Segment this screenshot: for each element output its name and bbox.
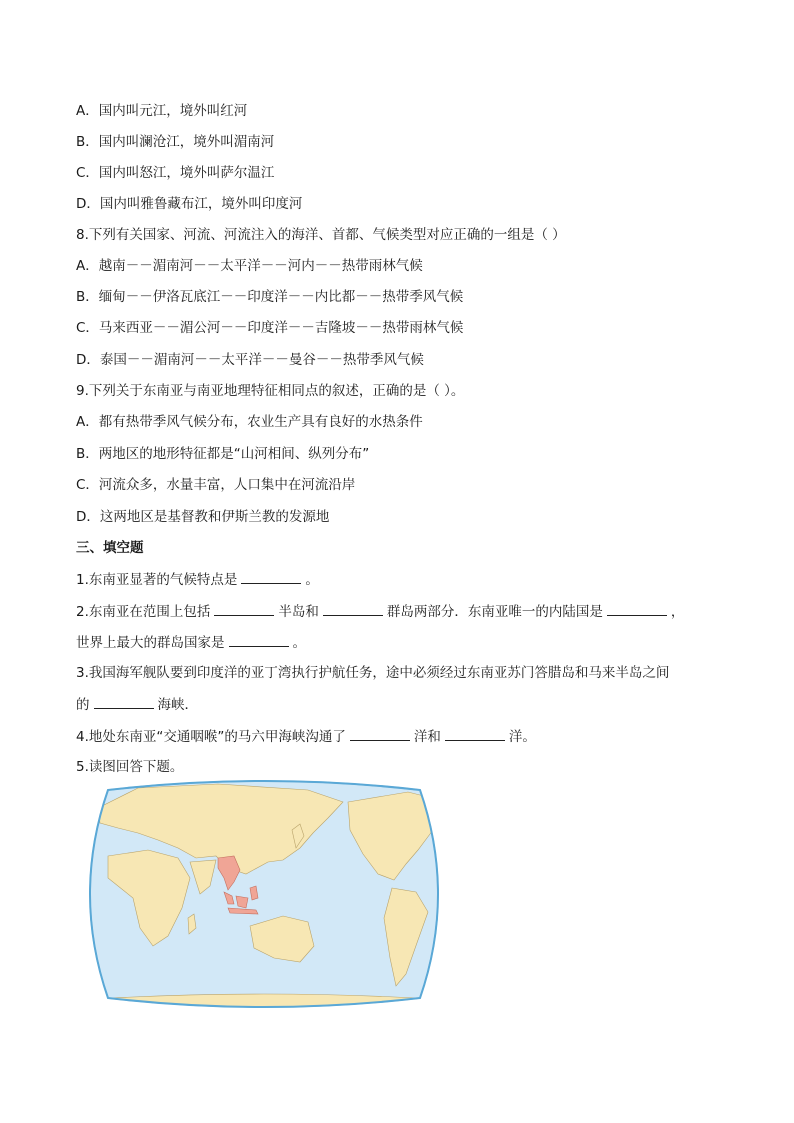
fill-q1-end: 。 [305, 572, 319, 588]
world-map [78, 778, 450, 1010]
q8-option-b: B．缅甸－－伊洛瓦底江－－印度洋－－内比都－－热带季风气候 [76, 289, 464, 305]
answer-blank[interactable] [445, 726, 505, 741]
fill-q4 [76, 726, 536, 747]
answer-blank[interactable] [607, 601, 667, 616]
fill-q2b-text: 世界上最大的群岛国家是 [76, 635, 225, 651]
fill-q2-cont [76, 632, 306, 653]
q8-option-d: D．泰国－－湄南河－－太平洋－－曼谷－－热带季风气候 [76, 352, 424, 368]
q8-option-c: C．马来西亚－－湄公河－－印度洋－－吉隆坡－－热带雨林气候 [76, 320, 464, 336]
answer-blank[interactable] [229, 632, 289, 647]
fill-q2-text-d: ， [670, 604, 685, 620]
fill-q3b-text: 的 [76, 697, 90, 713]
answer-blank[interactable] [323, 601, 383, 616]
fill-q1 [76, 569, 319, 590]
fill-q2-text-b: 半岛和 [278, 604, 319, 620]
answer-blank[interactable] [94, 694, 154, 709]
fill-q4-text-a: 4.地处东南亚“交通咽喉”的马六甲海峡沟通了 [76, 729, 346, 745]
q9-option-d: D．这两地区是基督教和伊斯兰教的发源地 [76, 509, 330, 525]
q8-option-a: A．越南－－湄南河－－太平洋－－河内－－热带雨林气候 [76, 258, 423, 274]
fill-q5: 5.读图回答下题。 [76, 759, 184, 775]
fill-q2-text-a: 2.东南亚在范围上包括 [76, 604, 211, 620]
q7-option-c: C．国内叫怒江，境外叫萨尔温江 [76, 165, 275, 181]
fill-q3b-end: 海峡． [157, 697, 198, 713]
answer-blank[interactable] [214, 601, 274, 616]
greenland-island [426, 782, 450, 802]
fill-q2 [76, 601, 684, 622]
answer-blank[interactable] [241, 569, 301, 584]
fill-q3: 3.我国海军舰队要到印度洋的亚丁湾执行护航任务，途中必须经过东南亚苏门答腊岛和马来半岛之间 [76, 665, 670, 681]
q9-stem: 9.下列关于东南亚与南亚地理特征相同点的叙述，正确的是（ ）。 [76, 383, 465, 399]
fill-q4-text-b: 洋和 [413, 729, 441, 745]
fill-q3-cont [76, 694, 198, 715]
fill-q4-text-c: 洋。 [508, 729, 536, 745]
q7-option-d: D．国内叫雅鲁藏布江，境外叫印度河 [76, 196, 303, 212]
q9-option-a: A．都有热带季风气候分布，农业生产具有良好的水热条件 [76, 414, 423, 430]
section-title: 三、填空题 [76, 540, 144, 556]
answer-blank[interactable] [350, 726, 410, 741]
fill-q2-text-c: 群岛两部分．东南亚唯一的内陆国是 [386, 604, 603, 620]
fill-q2b-end: 。 [292, 635, 306, 651]
fill-q1-text: 1.东南亚显著的气候特点是 [76, 572, 238, 588]
q7-option-a: A．国内叫元江，境外叫红河 [76, 103, 248, 119]
q7-option-b: B．国内叫澜沧江，境外叫湄南河 [76, 134, 275, 150]
q9-option-c: C．河流众多，水量丰富，人口集中在河流沿岸 [76, 477, 356, 493]
q8-stem: 8.下列有关国家、河流、河流注入的海洋、首都、气候类型对应正确的一组是（ ） [76, 227, 566, 243]
q9-option-b: B．两地区的地形特征都是“山河相间、纵列分布” [76, 446, 370, 462]
